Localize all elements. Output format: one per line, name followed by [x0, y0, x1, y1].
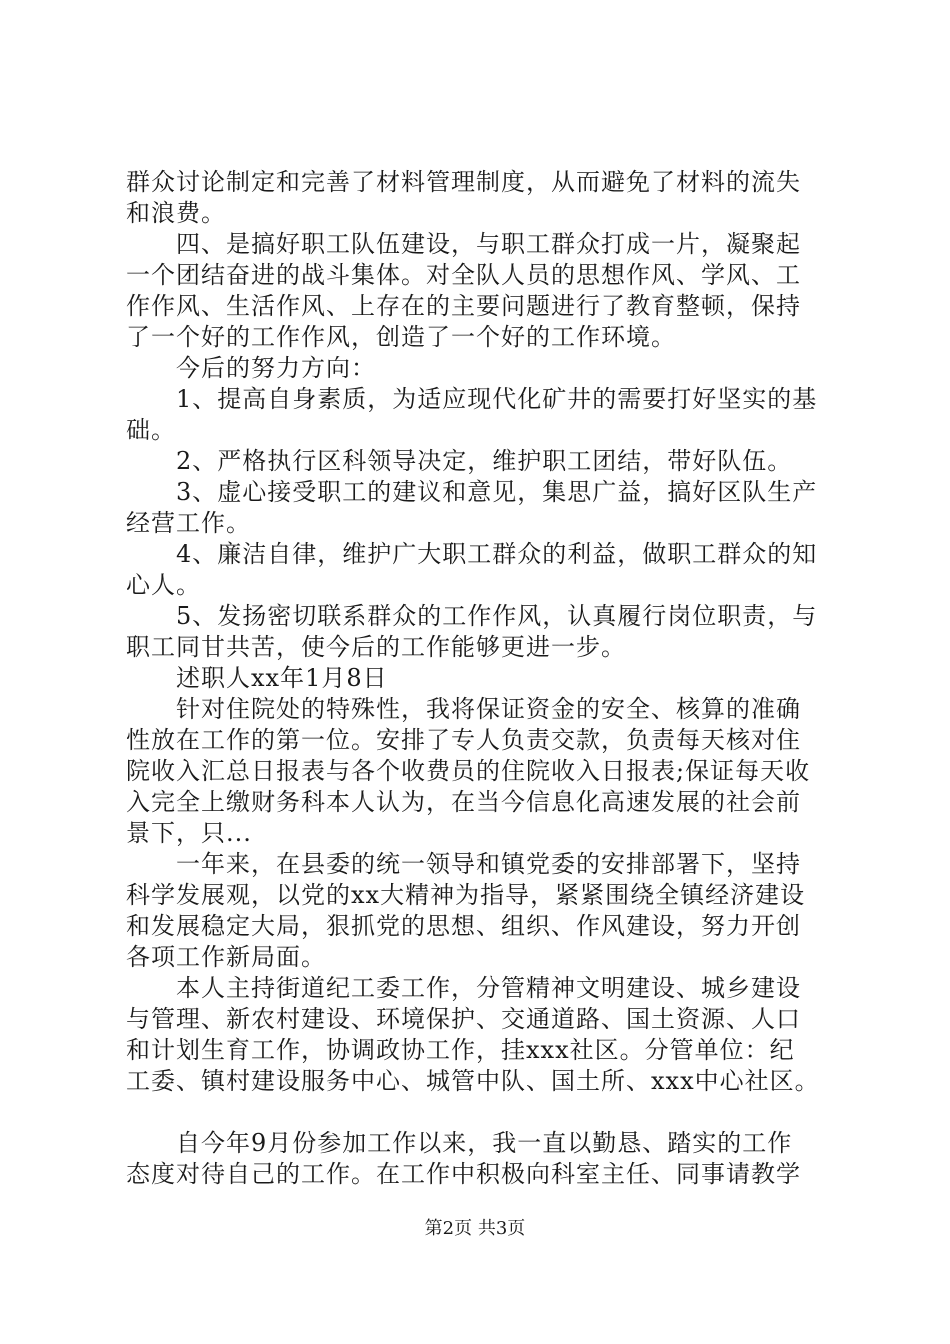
text-line: 和发展稳定大局，狠抓党的思想、组织、作风建设，努力开创: [126, 912, 801, 940]
text-line: 态度对待自己的工作。在工作中积极向科室主任、同事请教学: [126, 1160, 801, 1188]
text-line: 今后的努力方向：: [126, 354, 376, 382]
text-line: 一年来，在县委的统一领导和镇党委的安排部署下，坚持: [126, 850, 801, 878]
text-line: 科学发展观，以党的xx大精神为指导，紧紧围绕全镇经济建设: [126, 881, 806, 909]
text-line: 景下，只...: [126, 819, 252, 847]
text-line: 各项工作新局面。: [126, 943, 326, 971]
text-line: 和浪费。: [126, 199, 226, 227]
document-body: [126, 167, 838, 1190]
page-number-footer: 第2页 共3页: [424, 1218, 526, 1239]
text-line: 一个团结奋进的战斗集体。对全队人员的思想作风、学风、工: [126, 261, 801, 289]
text-line: 作作风、生活作风、上存在的主要问题进行了教育整顿，保持: [126, 292, 801, 320]
text-line: 了一个好的工作作风，创造了一个好的工作环境。: [126, 323, 676, 351]
text-line: 入完全上缴财务科本人认为，在当今信息化高速发展的社会前: [126, 788, 801, 816]
text-line: 性放在工作的第一位。安排了专人负责交款，负责每天核对住: [126, 726, 801, 754]
text-line: 1、提高自身素质，为适应现代化矿井的需要打好坚实的基: [126, 385, 818, 413]
text-line: 2、严格执行区科领导决定，维护职工团结，带好队伍。: [126, 447, 793, 475]
signature-line: 述职人xx年1月8日: [126, 664, 388, 692]
text-line: 职工同甘共苦，使今后的工作能够更进一步。: [126, 633, 626, 661]
text-line: 经营工作。: [126, 509, 251, 537]
text-line: 3、虚心接受职工的建议和意见，集思广益，搞好区队生产: [126, 478, 818, 506]
text-line: 工委、镇村建设服务中心、城管中队、国土所、xxx中心社区。: [126, 1067, 820, 1095]
text-line: 四、是搞好职工队伍建设，与职工群众打成一片，凝聚起: [126, 230, 801, 258]
text-line: 和计划生育工作，协调政协工作，挂xxx社区。分管单位：纪: [126, 1036, 795, 1064]
blank-line: [126, 1097, 838, 1128]
text-line: 针对住院处的特殊性，我将保证资金的安全、核算的准确: [126, 695, 801, 723]
text-line: 院收入汇总日报表与各个收费员的住院收入日报表;保证每天收: [126, 757, 811, 785]
text-line: 自今年9月份参加工作以来，我一直以勤恳、踏实的工作: [126, 1129, 793, 1157]
text-line: 础。: [126, 416, 176, 444]
text-line: 与管理、新农村建设、环境保护、交通道路、国土资源、人口: [126, 1005, 801, 1033]
text-line: 本人主持街道纪工委工作，分管精神文明建设、城乡建设: [126, 974, 801, 1002]
text-line: 4、廉洁自律，维护广大职工群众的利益，做职工群众的知: [126, 540, 818, 568]
text-line: 群众讨论制定和完善了材料管理制度，从而避免了材料的流失: [126, 168, 801, 196]
text-line: 心人。: [126, 571, 201, 599]
text-line: 5、发扬密切联系群众的工作作风，认真履行岗位职责，与: [126, 602, 818, 630]
